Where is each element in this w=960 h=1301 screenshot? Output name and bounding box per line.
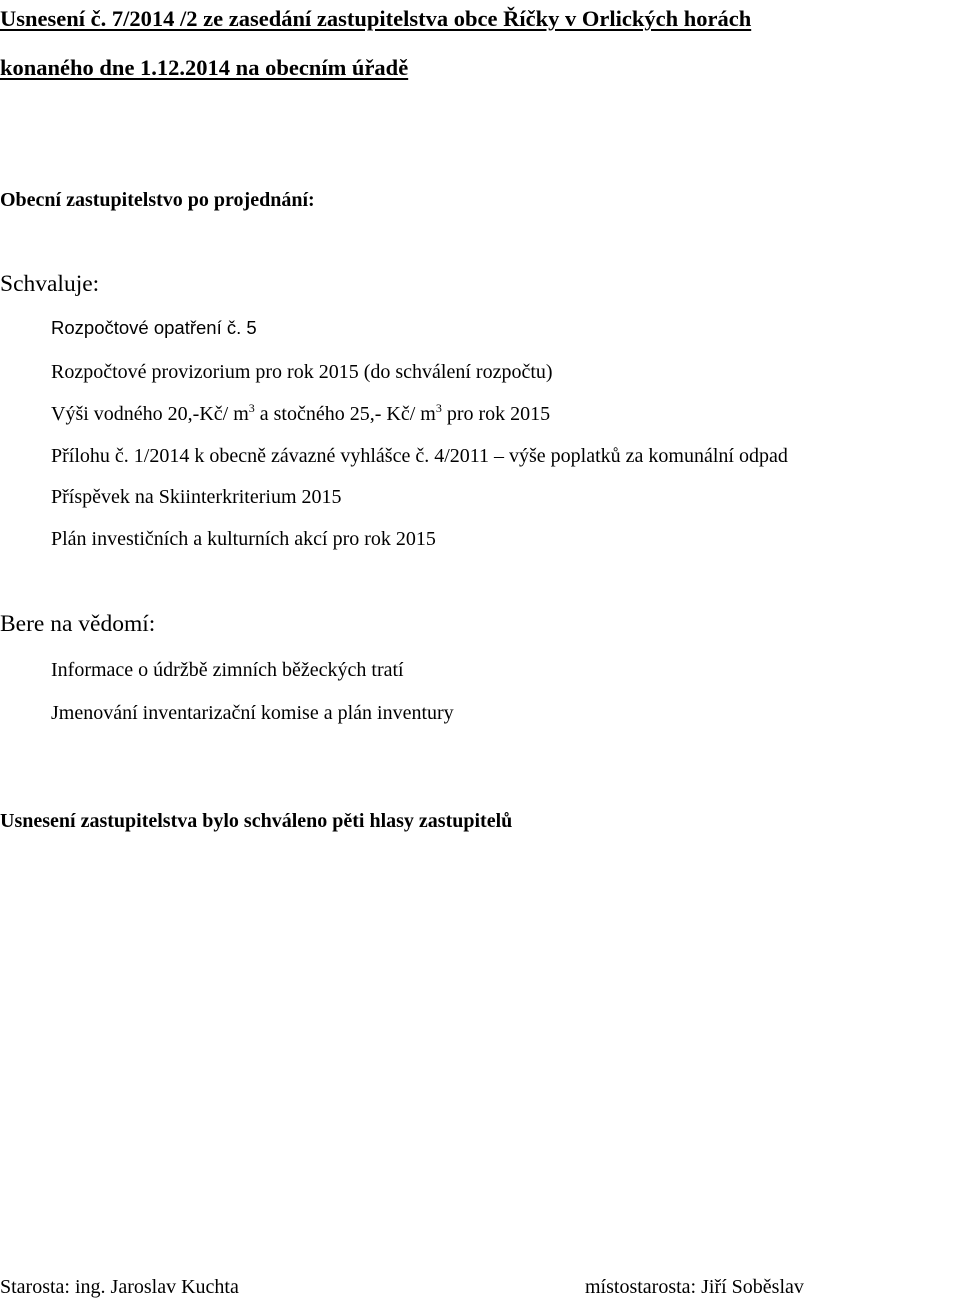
approves-item-provisional-budget: Rozpočtové provizorium pro rok 2015 (do schválení rozpočtu) <box>51 361 553 383</box>
deputy-mayor-signature: místostarosta: Jiří Soběslav <box>585 1276 804 1298</box>
approves-item-investment-plan: Plán investičních a kulturních akcí pro rok 2015 <box>51 528 436 550</box>
acknowledges-item-inventory: Jmenování inventarizační komise a plán inventury <box>51 702 454 724</box>
approves-item-waste-fees-annex: Přílohu č. 1/2014 k obecně závazné vyhlášce č. 4/2011 – výše poplatků za komunální odpad <box>51 445 788 467</box>
approves-heading: Schvaluje: <box>0 271 100 297</box>
sewage-fee-text: a stočného 25,- Kč/ m <box>254 403 436 425</box>
acknowledges-heading: Bere na vědomí: <box>0 611 156 637</box>
acknowledges-item-ski-trails: Informace o údržbě zimních běžeckých tratí <box>51 659 404 681</box>
resolution-statement: Usnesení zastupitelstva bylo schváleno pěti hlasy zastupitelů <box>0 810 513 832</box>
approves-item-water-fees <box>51 401 551 425</box>
approves-item-budget-measure: Rozpočtové opatření č. 5 <box>51 317 257 338</box>
year-text: pro rok 2015 <box>441 403 551 425</box>
document-title-line-1: Usnesení č. 7/2014 /2 ze zasedání zastupitelstva obce Říčky v Orlických horách <box>0 6 752 31</box>
intro-text: Obecní zastupitelstvo po projednání: <box>0 189 315 211</box>
cubic-superscript: 3 <box>248 401 255 415</box>
cubic-superscript: 3 <box>435 401 442 415</box>
approves-item-ski-contribution: Příspěvek na Skiinterkriterium 2015 <box>51 486 342 508</box>
mayor-signature: Starosta: ing. Jaroslav Kuchta <box>0 1276 239 1298</box>
water-fee-text: Výši vodného 20,-Kč/ m <box>51 403 249 425</box>
document-title-line-2: konaného dne 1.12.2014 na obecním úřadě <box>0 55 409 80</box>
